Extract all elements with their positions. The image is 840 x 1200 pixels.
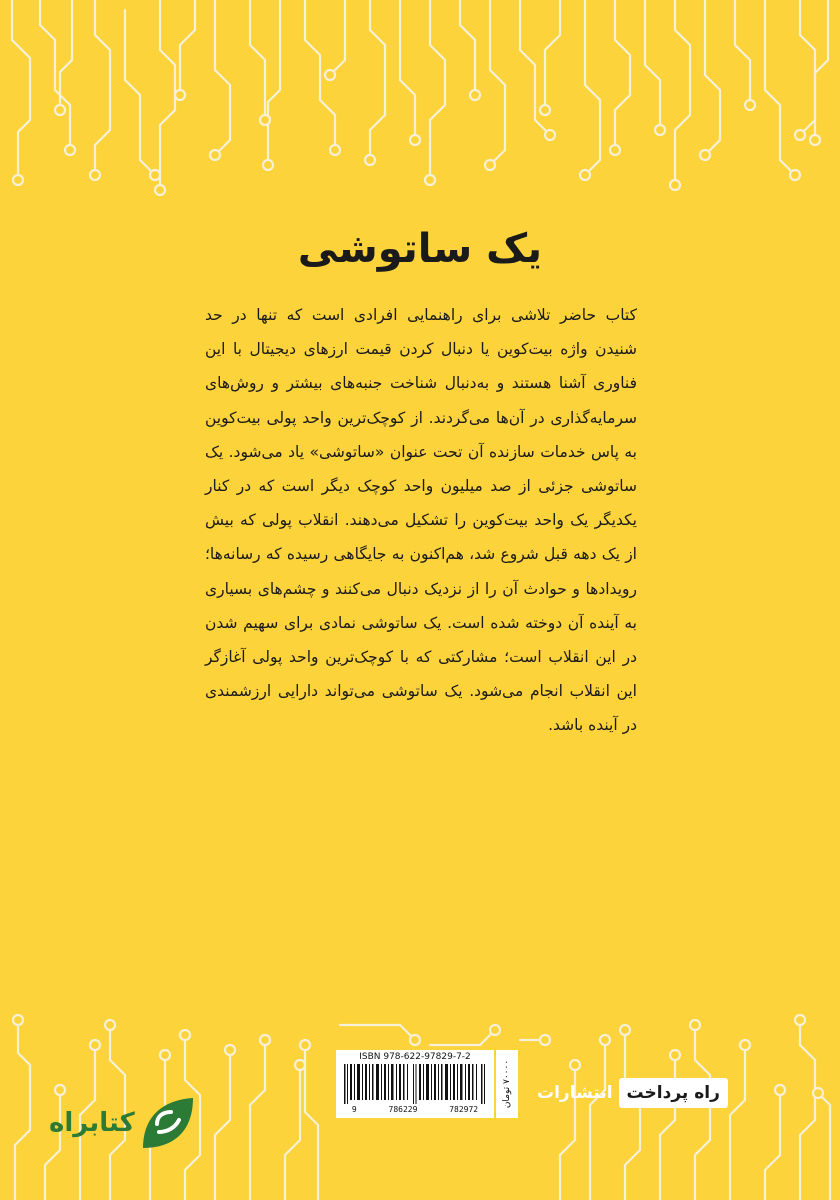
barcode-digit-group: 786229 <box>388 1105 418 1114</box>
book-title: یک ساتوشی <box>297 226 543 272</box>
circuit-pattern-top <box>0 0 840 200</box>
ketabrah-logo <box>45 1090 201 1156</box>
isbn-barcode <box>336 1050 494 1118</box>
barcode-digit-group: 782972 <box>449 1105 479 1114</box>
publisher-logo <box>537 1078 728 1108</box>
barcode-digits <box>336 1105 494 1114</box>
isbn-number: ISBN 978-622-97829-7-2 <box>359 1052 471 1062</box>
publisher-label: انتشارات <box>537 1083 613 1103</box>
publisher-name: راه پرداخت <box>619 1078 728 1108</box>
barcode-digit-group: 9 <box>351 1105 357 1114</box>
ketabrah-name: کتابراه <box>49 1108 135 1138</box>
ketabrah-leaf-icon <box>135 1090 201 1156</box>
price-label: ۷۰۰۰۰ تومان <box>502 1059 512 1109</box>
barcode-bars <box>342 1064 488 1104</box>
book-blurb: کتاب حاضر تلاشی برای راهنمایی افرادی است که تنها در حد شنیدن واژه بیت‌کوین یا دنبال کردن قیمت ارزهای دیجیتال با این فناوری آشنا هستند و به‌دنبال شناخت جنبه‌های بیشتر و روش‌های سرمایه‌گذاری در آن‌ها می‌گردند. از کوچک‌ترین واحد پولی بیت‌کوین به پاس خدمات سازنده آن تحت عنوان «ساتوشی» یاد می‌شود. یک ساتوشی جزئی از صد میلیون واحد کوچک دیگر است که در کنار یکدیگر یک واحد بیت‌کوین را تشکیل می‌دهند. انقلاب پولی که بیش از یک دهه قبل شروع شد، هم‌اکنون به جایگاهی رسیده که رسانه‌ها؛ رویدادها و حوادث آن را از نزدیک دنبال می‌کنند و چشم‌های بسیاری به آینده آن دوخته شده است. یک ساتوشی نمادی برای سهیم شدن در این انقلاب است؛ مشارکتی که با کوچک‌ترین واحد پولی آغازگر این انقلاب انجام می‌شود. یک ساتوشی می‌تواند دارایی ارزشمندی در آینده باشد. <box>205 306 637 735</box>
price-strip <box>496 1050 518 1118</box>
